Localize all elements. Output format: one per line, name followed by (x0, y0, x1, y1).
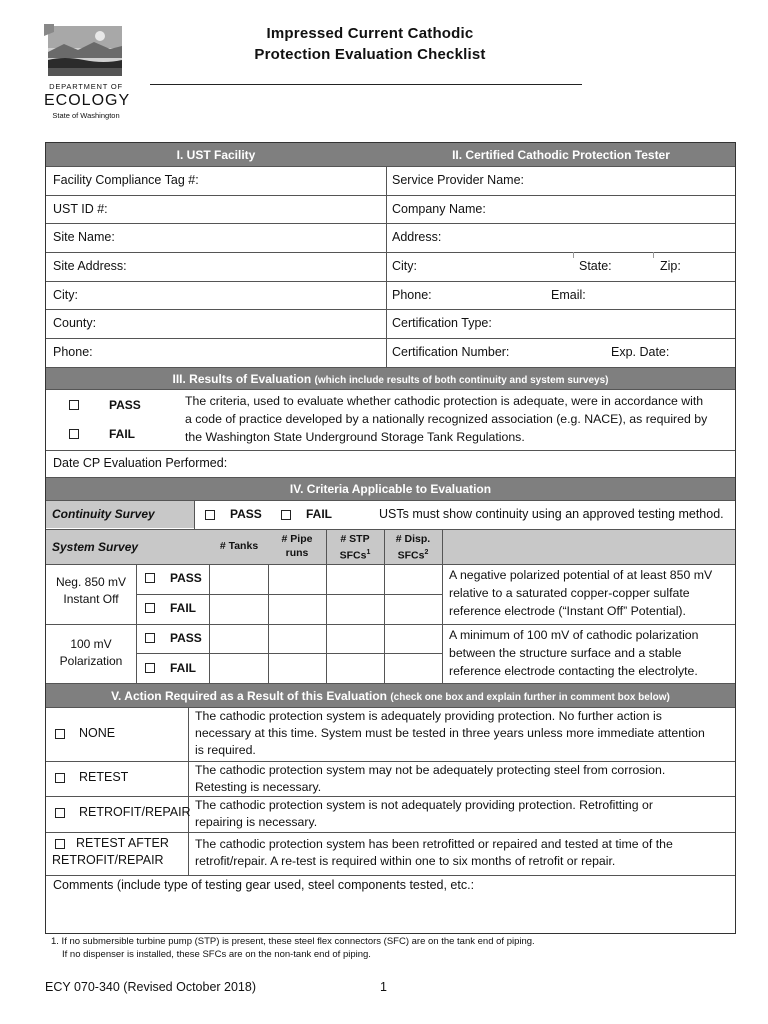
col-disp-line1: # Disp. (395, 533, 431, 545)
action-retrofit-desc-line1: The cathodic protection system is not adequately providing protection. Retrofitting or (195, 798, 653, 812)
action-retest-label: RETEST (79, 770, 129, 784)
col-disp-text: SFCs (397, 549, 425, 562)
tester-address-field[interactable]: Address: (392, 230, 442, 244)
certification-type-field[interactable]: Certification Type: (392, 316, 492, 330)
polarization-desc-line1: A minimum of 100 mV of cathodic polarization (449, 628, 699, 642)
action-retest-after-label: RETEST AFTER (76, 836, 169, 850)
logo-dept: DEPARTMENT OF (49, 82, 123, 91)
col-pipe-line2: runs (285, 547, 309, 559)
action-none-checkbox[interactable] (55, 729, 65, 739)
action-retrofit-desc-line2: repairing is necessary. (195, 815, 318, 829)
section-5-title: V. Action Required as a Result of this Evaluation (111, 689, 387, 703)
footnote-ref-1: 1 (366, 549, 371, 556)
ecology-logo (44, 22, 131, 122)
action-retest-desc-line2: Retesting is necessary. (195, 780, 322, 794)
continuity-pass-checkbox[interactable] (205, 510, 215, 520)
continuity-survey-label: Continuity Survey (52, 507, 155, 521)
section-3-header (46, 372, 735, 386)
action-retest-after-desc-line1: The cathodic protection system has been retrofitted or repaired and tested at time of the (195, 837, 673, 851)
action-retest-desc-line1: The cathodic protection system may not be adequately protecting steel from corrosion. (195, 763, 666, 777)
action-none-desc-line3: is required. (195, 743, 256, 757)
comments-textarea[interactable] (46, 895, 735, 933)
section-5-note: (check one box and explain further in comment box below) (390, 692, 670, 703)
ust-id-field[interactable]: UST ID #: (53, 202, 108, 216)
result-fail-label: FAIL (109, 427, 135, 441)
exp-date-field[interactable]: Exp. Date: (611, 345, 670, 359)
zip-field[interactable]: Zip: (660, 259, 681, 273)
polarization-pass-checkbox[interactable] (145, 633, 155, 643)
result-pass-label: PASS (109, 398, 141, 412)
polarization-desc-line3: reference electrode contacting the electrolyte. (449, 664, 698, 678)
neg-850-fail-label: FAIL (170, 601, 196, 615)
company-name-field[interactable]: Company Name: (392, 202, 486, 216)
neg-850-line1: Neg. 850 mV (55, 575, 127, 589)
section-4-header: IV. Criteria Applicable to Evaluation (289, 482, 492, 496)
polarization-label (46, 636, 136, 670)
facility-phone-field[interactable]: Phone: (53, 345, 93, 359)
section-2-header: II. Certified Cathodic Protection Tester (452, 148, 670, 162)
date-cp-evaluation-field[interactable]: Date CP Evaluation Performed: (53, 456, 228, 470)
footnote-line1: 1. If no submersible turbine pump (STP) is present, these steel flex connectors (SFC) are on the tank end of piping. (51, 936, 535, 947)
polarization-fail-checkbox[interactable] (145, 663, 155, 673)
result-fail-checkbox[interactable] (69, 429, 79, 439)
email-field[interactable]: Email: (551, 288, 586, 302)
system-survey-label: System Survey (52, 540, 139, 554)
comments-label: Comments (include type of testing gear used, steel components tested, etc.: (53, 878, 475, 892)
facility-compliance-tag-field[interactable]: Facility Compliance Tag #: (53, 173, 199, 187)
action-retest-checkbox[interactable] (55, 773, 65, 783)
logo-state: State of Washington (52, 111, 120, 120)
continuity-fail-checkbox[interactable] (281, 510, 291, 520)
tester-city-field[interactable]: City: (392, 259, 417, 273)
action-retest-after-desc-line2: retrofit/repair. A re-test is required within one to six months of retrofit or repair. (195, 854, 616, 868)
col-tanks-header: # Tanks (219, 540, 259, 552)
neg-850-label (46, 574, 136, 608)
neg-850-pass-checkbox[interactable] (145, 573, 155, 583)
neg-850-desc-line2: relative to a saturated copper-copper sulfate (449, 586, 690, 600)
section-5-header (46, 689, 735, 703)
col-stp-text: SFCs (339, 549, 367, 562)
polarization-line2: Polarization (59, 654, 123, 668)
tester-phone-field[interactable]: Phone: (392, 288, 432, 302)
polarization-line1: 100 mV (70, 637, 112, 651)
col-stp-line1: # STP (340, 533, 370, 545)
neg-850-fail-checkbox[interactable] (145, 603, 155, 613)
evaluation-form (45, 142, 736, 934)
action-none-desc-line2: necessary at this time. System must be tested in three years unless more immediate attention (195, 726, 705, 740)
section-3-title: III. Results of Evaluation (172, 372, 312, 386)
state-field[interactable]: State: (579, 259, 612, 273)
action-retest-after-checkbox[interactable] (55, 839, 65, 849)
col-stp-line2 (326, 546, 384, 563)
polarization-fail-label: FAIL (170, 661, 196, 675)
criteria-text-line1: The criteria, used to evaluate whether cathodic protection is adequate, were in accordance with (185, 394, 704, 408)
page-number: 1 (380, 980, 387, 994)
service-provider-name-field[interactable]: Service Provider Name: (392, 173, 524, 187)
logo-ecology: ECOLOGY (44, 92, 131, 109)
section-3-note: (which include results of both continuity and system surveys) (314, 375, 609, 386)
continuity-note: USTs must show continuity using an approved testing method. (379, 507, 724, 521)
criteria-text-line2: a code of practice developed by a nationally recognized association (e.g. NACE), as required by (185, 412, 708, 426)
neg-850-pass-label: PASS (170, 571, 202, 585)
col-stp-header (326, 532, 384, 563)
facility-city-field[interactable]: City: (53, 288, 78, 302)
neg-850-desc-line1: A negative polarized potential of at least 850 mV (449, 568, 713, 582)
continuity-pass-label: PASS (230, 507, 262, 521)
action-none-label: NONE (79, 726, 116, 740)
form-id: ECY 070-340 (Revised October 2018) (45, 980, 256, 994)
action-retrofit-label: RETROFIT/REPAIR (79, 805, 191, 819)
action-none-desc-line1: The cathodic protection system is adequately providing protection. No further action is (195, 709, 662, 723)
col-pipe-line1: # Pipe (281, 533, 313, 545)
continuity-fail-label: FAIL (306, 507, 332, 521)
site-address-field[interactable]: Site Address: (53, 259, 127, 273)
criteria-text-line3: the Washington State Underground Storage Tank Regulations. (185, 430, 525, 444)
site-name-field[interactable]: Site Name: (53, 230, 115, 244)
action-retrofit-checkbox[interactable] (55, 808, 65, 818)
polarization-desc-line2: between the structure surface and a stable (449, 646, 682, 660)
col-disp-line2 (384, 546, 442, 563)
col-disp-header (384, 532, 442, 563)
neg-850-desc-line3: reference electrode (“Instant Off” Potential). (449, 604, 686, 618)
neg-850-line2: Instant Off (63, 592, 119, 606)
action-retest-after-label2: RETROFIT/REPAIR (52, 853, 164, 867)
footnote-ref-2: 2 (424, 549, 429, 556)
title-underline (150, 84, 582, 85)
document-title-line2: Protection Evaluation Checklist (254, 46, 486, 63)
document-title-line1: Impressed Current Cathodic (266, 25, 474, 42)
section-1-header: I. UST Facility (176, 148, 256, 162)
footnote-line2: If no dispenser is installed, these SFCs are on the non-tank end of piping. (62, 949, 371, 960)
polarization-pass-label: PASS (170, 631, 202, 645)
landscape-icon (44, 22, 128, 80)
col-pipe-header (268, 532, 326, 560)
result-pass-checkbox[interactable] (69, 400, 79, 410)
county-field[interactable]: County: (53, 316, 97, 330)
certification-number-field[interactable]: Certification Number: (392, 345, 510, 359)
